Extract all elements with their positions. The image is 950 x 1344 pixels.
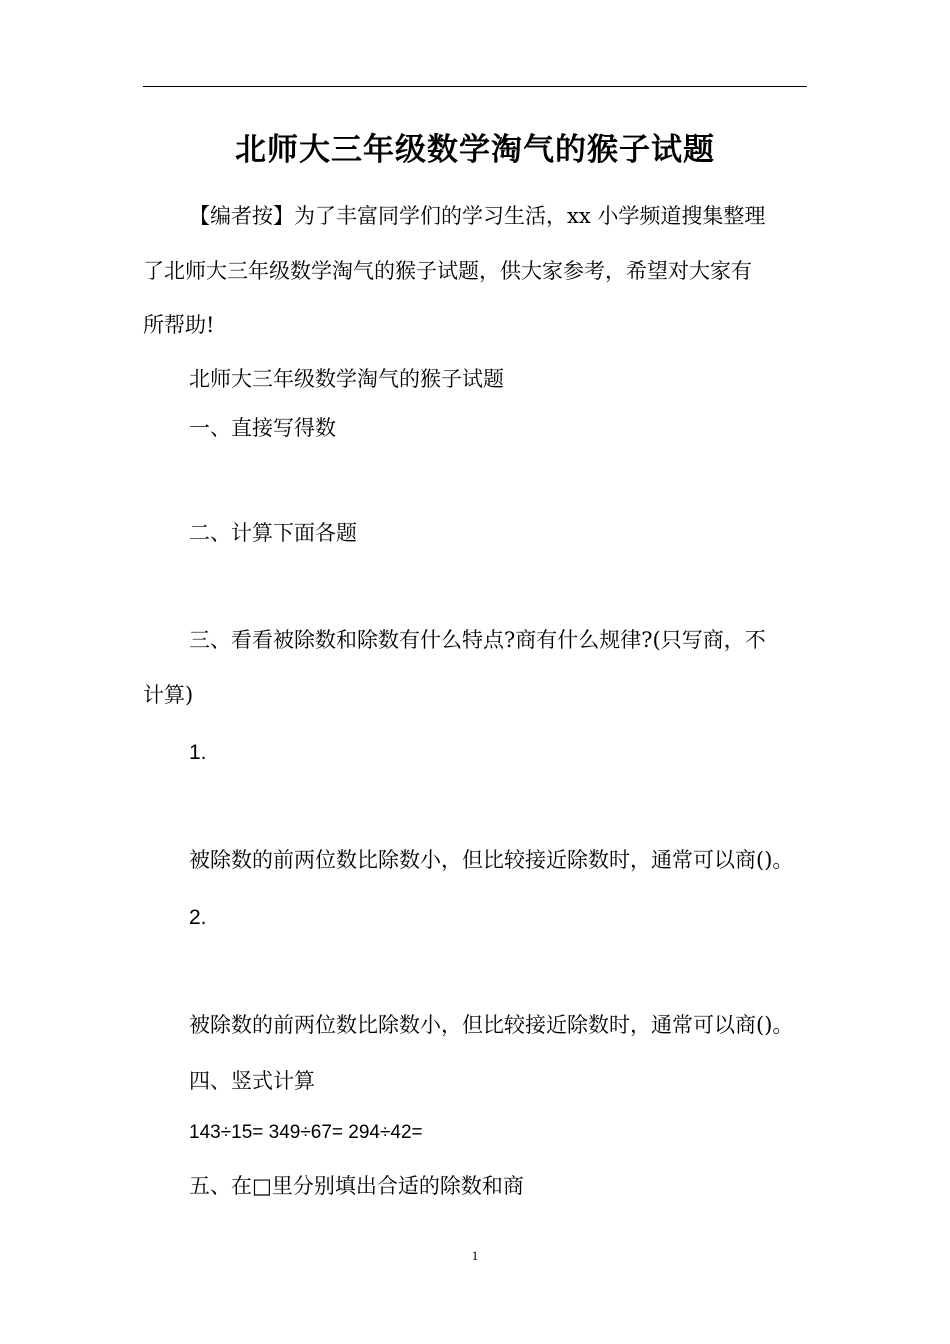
item-1-text: 被除数的前两位数比除数小，但比较接近除数时，通常可以商()。	[189, 848, 794, 872]
section-4-heading: 四、竖式计算	[189, 1069, 315, 1093]
section-5-heading: 五、在□里分别填出合适的除数和商	[189, 1174, 524, 1198]
section-2-heading: 二、计算下面各题	[189, 521, 357, 545]
subtitle: 北师大三年级数学淘气的猴子试题	[189, 367, 504, 391]
section-3-heading-line-2: 计算)	[143, 683, 194, 707]
item-2-text: 被除数的前两位数比除数小，但比较接近除数时，通常可以商()。	[189, 1013, 794, 1037]
page-number: 1	[471, 1248, 479, 1263]
header-rule	[143, 86, 807, 87]
item-2-number: 2.	[189, 906, 207, 929]
item-1-number: 1.	[189, 741, 207, 764]
intro-line-2: 了北师大三年级数学淘气的猴子试题，供大家参考，希望对大家有	[143, 259, 752, 283]
intro-line-1: 【编者按】为了丰富同学们的学习生活，xx 小学频道搜集整理	[189, 204, 766, 228]
document-title: 北师大三年级数学淘气的猴子试题	[235, 132, 715, 168]
section-1-heading: 一、直接写得数	[189, 416, 336, 440]
intro-line-3: 所帮助!	[143, 313, 215, 337]
section-4-problems: 143÷15= 349÷67= 294÷42=	[189, 1122, 423, 1143]
section-3-heading-line-1: 三、看看被除数和除数有什么特点?商有什么规律?(只写商，不	[189, 628, 766, 652]
